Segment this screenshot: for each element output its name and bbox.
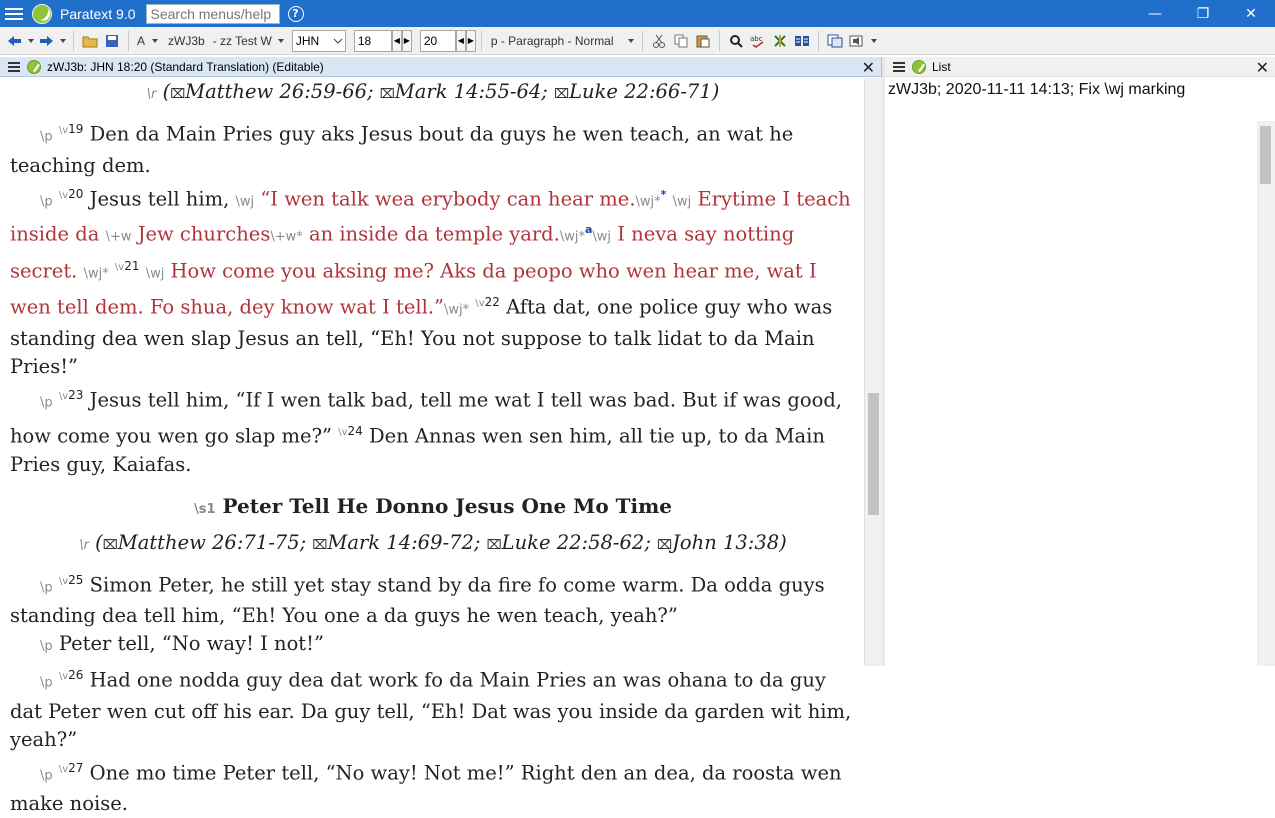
verse-input[interactable]: 20 [420, 30, 456, 52]
link-icon: ⌧ [657, 538, 672, 553]
copy-icon[interactable] [670, 30, 692, 52]
back-dropdown-icon[interactable] [26, 30, 36, 52]
words-of-jesus: I neva say notting secret. [10, 223, 794, 283]
marker-wj-end: \wj* [84, 266, 109, 281]
chapter-next-icon[interactable]: ▶ [402, 30, 412, 52]
section-heading-text: Peter Tell He Donno Jesus One Mo Time [223, 494, 672, 518]
main-menu-icon[interactable] [2, 0, 26, 27]
link-icon: ⌧ [103, 538, 118, 553]
cut-icon[interactable] [648, 30, 670, 52]
editor-scrollbar-thumb[interactable] [868, 393, 879, 515]
list-scrollbar[interactable] [1257, 121, 1275, 666]
paragraph-v27 [10, 754, 856, 818]
book-select[interactable] [292, 30, 346, 52]
verse-marker: \v [115, 262, 124, 273]
back-arrow-icon[interactable] [2, 30, 26, 52]
note-caller[interactable]: * [661, 188, 667, 201]
forward-dropdown-icon[interactable] [58, 30, 68, 52]
toolbar [0, 27, 1275, 55]
editor-scrollbar[interactable] [864, 78, 882, 666]
list-pane [885, 57, 1275, 666]
book-value: JHN [296, 34, 319, 48]
verse-number: 27 [68, 761, 83, 775]
chapter-input[interactable]: 18 [354, 30, 392, 52]
verse-text: Den Annas wen sen him, all tie up, to da Main Pries guy, Kaiafas. [10, 425, 825, 476]
help-icon[interactable]: ? [288, 6, 304, 22]
style-select[interactable]: p - Paragraph - Normal [487, 30, 625, 52]
find-icon[interactable] [725, 30, 747, 52]
editor-pane-header [0, 57, 881, 77]
marker-p: \p [40, 639, 53, 654]
marker-wj-end: \wj* [560, 230, 585, 245]
title-bar [0, 0, 1275, 27]
ref-link[interactable]: Matthew 26:59-66; [185, 80, 373, 103]
marker-wj-end: \wj* [444, 303, 469, 318]
words-of-jesus: an inside da temple yard. [309, 223, 560, 246]
search-input[interactable]: Search menus/help [146, 4, 280, 24]
link-icon: ⌧ [554, 87, 569, 102]
marker-wj: \wj [673, 194, 692, 209]
verse-text: Had one nodda guy dea dat work fo da Main Pries an was ohana to da guy dat Peter wen cut off his ear. Da guy tell, “Eh! Dat was you inside da garden wit him, yeah?” [10, 669, 851, 751]
ref-link[interactable]: Matthew 26:71-75; [118, 531, 306, 554]
forward-arrow-icon[interactable] [36, 30, 58, 52]
verse-marker: \v [59, 125, 68, 136]
paratext-logo-icon [32, 4, 52, 24]
verse-marker: \v [59, 576, 68, 587]
paste-icon[interactable] [692, 30, 714, 52]
minimize-button[interactable]: — [1131, 0, 1179, 27]
ref-link[interactable]: Luke 22:58-62; [502, 531, 651, 554]
verse-marker: \v [59, 190, 68, 201]
marker-p: \p [40, 676, 53, 691]
verse-text: One mo time Peter tell, “No way! Not me!” Right den an dea, da roosta wen make noise. [10, 761, 842, 815]
book-dropdown-icon [333, 38, 343, 44]
chapter-prev-icon[interactable]: ◀ [392, 30, 402, 52]
verse-prev-icon[interactable]: ◀ [456, 30, 466, 52]
audio-icon[interactable] [846, 30, 868, 52]
paragraph-v26 [10, 661, 856, 754]
list-pane-header [885, 57, 1275, 77]
app-title: Paratext 9.0 [60, 6, 136, 22]
verse-marker: \v [59, 391, 68, 402]
verse-number: 22 [485, 295, 500, 309]
biblical-terms-icon[interactable] [769, 30, 791, 52]
verse-number: 20 [68, 187, 83, 201]
verse-text: Den da Main Pries guy aks Jesus bout da guys he wen teach, an wat he teaching dem. [10, 123, 793, 177]
project-dropdown[interactable]: - zz Test W [213, 30, 272, 52]
maximize-button[interactable]: ❐ [1179, 0, 1227, 27]
wordlist-entry: Jew churches [138, 223, 271, 246]
ref-link[interactable]: Mark 14:55-64; [395, 80, 548, 103]
spellcheck-icon[interactable] [747, 30, 769, 52]
paragraph-v20 [10, 180, 856, 381]
close-pane-icon[interactable]: ✕ [862, 58, 875, 78]
scripture-editor[interactable] [0, 78, 864, 666]
verse-number: 24 [348, 424, 363, 438]
marker-s1: \s1 [194, 502, 216, 517]
verse-text: Simon Peter, he still yet stay stand by da fire fo come warm. Da odda guys standing dea tell him, “Eh! You one a da guys he wen teach, yeah?” [10, 573, 825, 627]
verse-next-icon[interactable]: ▶ [466, 30, 476, 52]
marker-w: \+w [106, 230, 132, 245]
marker-wj: \wj [592, 230, 611, 245]
verse-number: 19 [68, 122, 83, 136]
close-pane-icon[interactable]: ✕ [1256, 58, 1269, 78]
verse-number: 26 [68, 668, 83, 682]
link-icon: ⌧ [487, 538, 502, 553]
marker-p: \p [40, 768, 53, 783]
style-dropdown-icon[interactable] [625, 30, 637, 52]
font-button[interactable]: A [134, 30, 148, 52]
paragraph-p2 [10, 630, 856, 661]
marker-p: \p [40, 130, 53, 145]
words-of-jesus: Erytime I teach inside da [10, 187, 851, 246]
svg-text:abc: abc [750, 35, 763, 43]
font-dropdown-icon[interactable] [148, 30, 162, 52]
list-item[interactable]: zWJ3b; 2020-11-11 14:13; Fix \wj marking [888, 81, 1185, 99]
save-icon[interactable] [101, 30, 123, 52]
paratext-small-logo-icon [27, 60, 41, 74]
paratext-small-logo-icon [912, 60, 926, 74]
footnote-caller[interactable]: a [585, 223, 592, 236]
pane-menu-icon[interactable] [888, 62, 910, 72]
more-tools-dropdown-icon[interactable] [868, 30, 880, 52]
link-icon: ⌧ [312, 538, 327, 553]
marker-r: \r [79, 538, 89, 553]
ref-link[interactable]: John 13:38) [672, 531, 787, 554]
project-label: zWJ3b [168, 30, 205, 52]
paragraph-v19 [10, 115, 856, 180]
marker-p: \p [40, 580, 53, 595]
verse-text: Jesus tell him, “If I wen talk bad, tell me wat I tell was bad. But if was good, how come you wen go slap me?” [10, 388, 842, 448]
marker-wj: \wj [236, 194, 255, 209]
parallel-passages-icon[interactable] [791, 30, 813, 52]
words-of-jesus: “I wen talk wea erybody can hear me. [260, 187, 635, 210]
marker-w-end: \+w* [270, 230, 302, 245]
verse-number: 25 [68, 573, 83, 587]
cross-reference-line: \r (⌧Matthew 26:59-66; ⌧Mark 14:55-64; ⌧Luke 22:66-71) [10, 78, 856, 109]
marker-wj: \wj [146, 266, 165, 281]
ref-link[interactable]: Mark 14:69-72; [327, 531, 480, 554]
list-pane-title: List [932, 60, 951, 74]
paragraph-v23 [10, 381, 856, 479]
link-icon: ⌧ [380, 87, 395, 102]
pane-menu-icon[interactable] [3, 62, 25, 72]
verse-text: Peter tell, “No way! I not!” [59, 632, 324, 655]
project-dropdown-icon[interactable] [272, 30, 290, 52]
verse-number: 23 [68, 388, 83, 402]
verse-marker: \v [475, 298, 484, 309]
ref-link[interactable]: Luke 22:66-71) [569, 80, 719, 103]
verse-text: Afta dat, one police guy who was standing dea wen slap Jesus an tell, “Eh! You not suppose to talk lidat to da Main Pries!” [10, 296, 832, 378]
verse-marker: \v [59, 764, 68, 775]
send-receive-icon[interactable] [824, 30, 846, 52]
verse-marker: \v [59, 671, 68, 682]
paragraph-v25 [10, 566, 856, 631]
editor-pane [0, 57, 882, 666]
marker-p: \p [40, 395, 53, 410]
link-icon: ⌧ [170, 87, 185, 102]
words-of-jesus: How come you aksing me? Aks da peopo who wen hear me, wat I wen tell dem. Fo shua, dey know wat I tell.” [10, 259, 817, 319]
verse-text: Jesus tell him, [90, 187, 230, 210]
open-folder-icon[interactable] [79, 30, 101, 52]
cross-reference-line: \r (⌧Matthew 26:71-75; ⌧Mark 14:69-72; ⌧Luke 22:58-62; ⌧John 13:38) [10, 529, 856, 560]
marker-r: \r [147, 87, 157, 102]
editor-pane-title: zWJ3b: JHN 18:20 (Standard Translation) (Editable) [47, 60, 324, 74]
verse-number: 21 [124, 259, 139, 273]
close-button[interactable]: ✕ [1227, 0, 1275, 27]
section-heading [10, 491, 856, 525]
list-scrollbar-thumb[interactable] [1260, 126, 1271, 184]
verse-marker: \v [338, 427, 347, 438]
marker-wj-end: \wj* [636, 194, 661, 209]
marker-p: \p [40, 194, 53, 209]
